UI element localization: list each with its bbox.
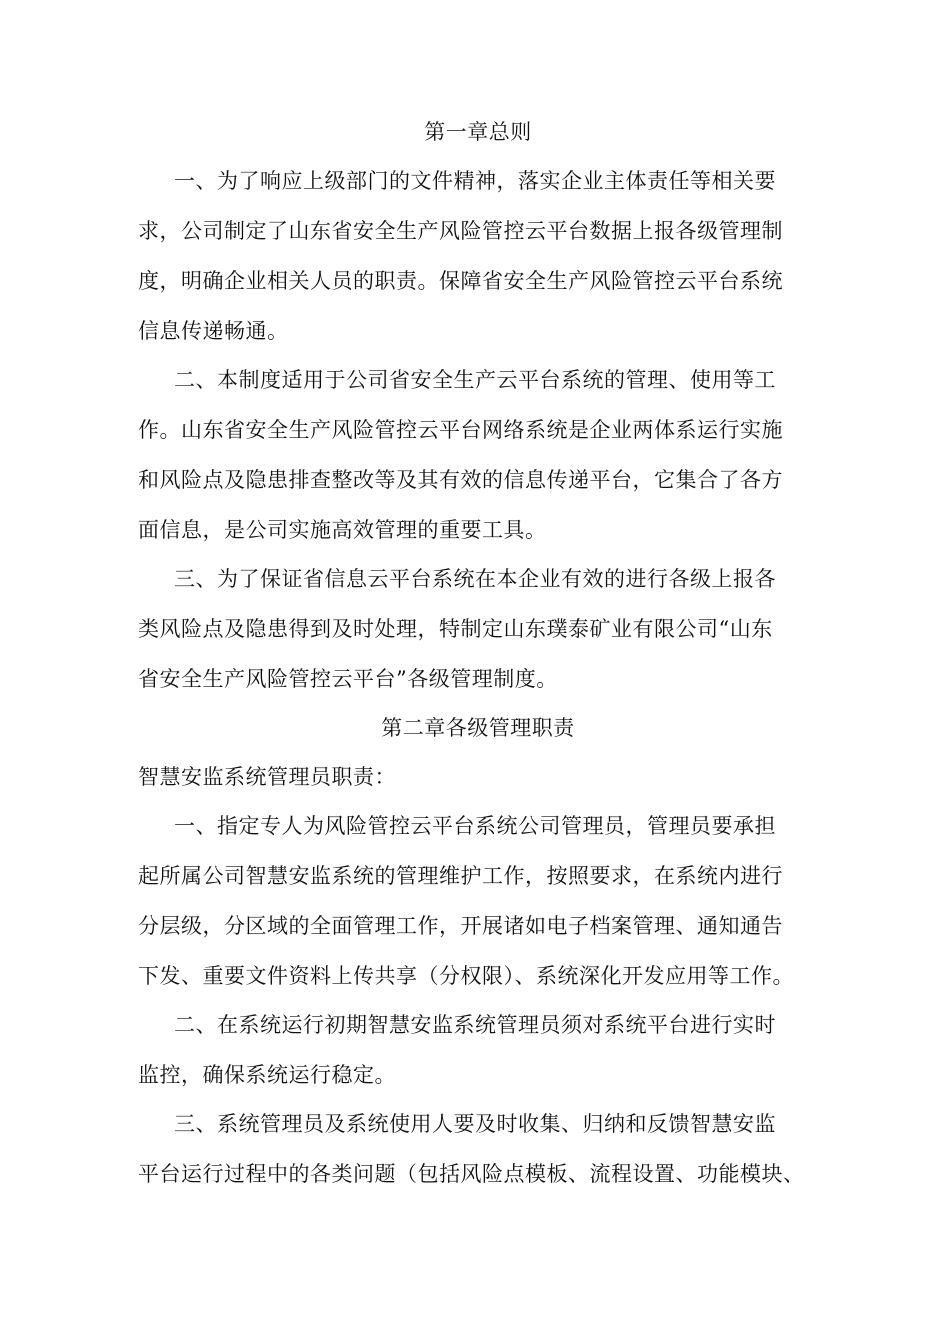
text-line: 信息传递畅通。: [138, 319, 289, 343]
text-line: 类风险点及隐患得到及时处理，特制定山东璞泰矿业有限公司“山东: [138, 617, 773, 641]
chapter-1-paragraph-2: [138, 367, 818, 543]
text-line: 二、本制度适用于公司省安全生产云平台系统的管理、使用等工: [174, 368, 776, 392]
text-line: 下发、重要文件资料上传共享（分权限）、系统深化开发应用等工作。: [138, 964, 794, 988]
text-line: 和风险点及隐患排查整改等及其有效的信息传递平台，它集合了各方: [138, 468, 783, 492]
chapter-2-paragraph-1: [138, 813, 818, 989]
admin-duties-heading: 智慧安监系统管理员职责：: [138, 765, 396, 789]
chapter-2-paragraph-2: [138, 1012, 818, 1088]
text-line: 度，明确企业相关人员的职责。保障省安全生产风险管控云平台系统: [138, 269, 783, 293]
text-line: 省安全生产风险管控云平台”各级管理制度。: [138, 667, 558, 691]
text-line: 作。山东省安全生产风险管控云平台网络系统是企业两体系运行实施: [138, 418, 783, 442]
text-line: 一、为了响应上级部门的文件精神，落实企业主体责任等相关要: [174, 169, 776, 193]
text-line: 三、系统管理员及系统使用人要及时收集、归纳和反馈智慧安监: [174, 1112, 776, 1136]
text-line: 面信息，是公司实施高效管理的重要工具。: [138, 518, 547, 542]
chapter-2-paragraph-3: [138, 1111, 818, 1187]
text-line: 起所属公司智慧安监系统的管理维护工作，按照要求，在系统内进行: [138, 864, 783, 888]
chapter-1-paragraph-3: [138, 566, 818, 692]
chapter-2-title: 第二章各级管理职责: [381, 716, 575, 740]
text-line: 一、指定专人为风险管控云平台系统公司管理员，管理员要承担: [174, 814, 776, 838]
text-line: 三、为了保证省信息云平台系统在本企业有效的进行各级上报各: [174, 567, 776, 591]
chapter-1-paragraph-1: [138, 168, 818, 344]
text-line: 求，公司制定了山东省安全生产风险管控云平台数据上报各级管理制: [138, 219, 783, 243]
text-line: 平台运行过程中的各类问题（包括风险点模板、流程设置、功能模块、: [138, 1162, 805, 1186]
text-line: 分层级，分区域的全面管理工作，开展诸如电子档案管理、通知通告: [138, 914, 783, 938]
text-line: 监控，确保系统运行稳定。: [138, 1063, 396, 1087]
document-body: [138, 119, 818, 1210]
chapter-1-title: 第一章总则: [424, 120, 532, 144]
text-line: 二、在系统运行初期智慧安监系统管理员须对系统平台进行实时: [174, 1013, 776, 1037]
